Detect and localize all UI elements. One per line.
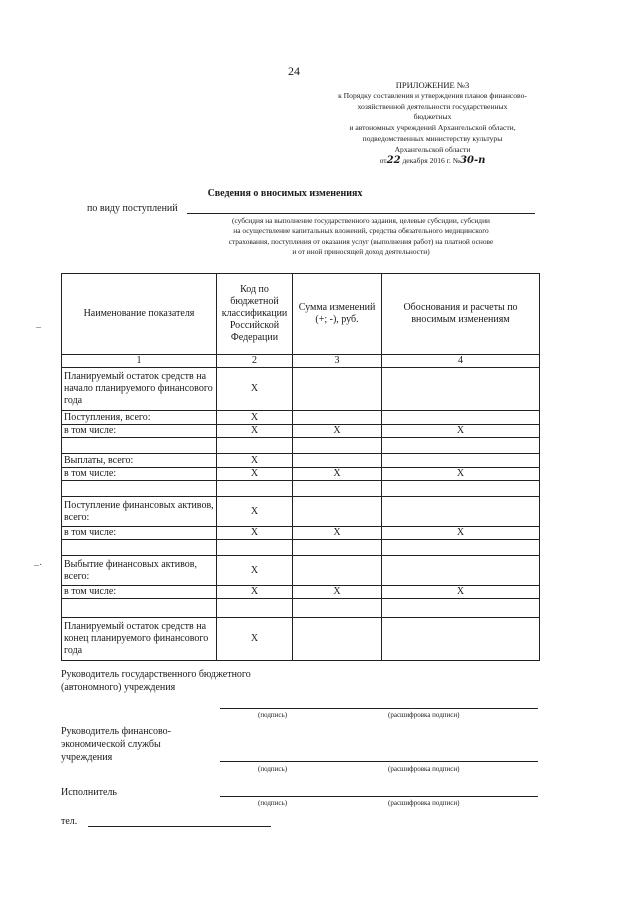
column-number: 2 (217, 355, 293, 368)
table-row (62, 411, 540, 425)
cell-justification: Х (382, 527, 540, 540)
cell-sum[interactable] (293, 481, 382, 497)
cell-justification[interactable] (382, 599, 540, 618)
document-heading: Сведения о вносимых изменениях (207, 188, 363, 199)
cell-code: Х (217, 368, 293, 411)
cell-code: Х (217, 586, 293, 599)
row-label: Выплаты, всего: (62, 454, 217, 468)
header-justification: Обоснования и расчеты по вносимым изменениям (382, 274, 540, 355)
cell-sum: Х (293, 468, 382, 481)
cell-justification[interactable] (382, 618, 540, 661)
changes-table (61, 273, 540, 661)
cell-justification[interactable] (382, 454, 540, 468)
head-signature-line[interactable] (220, 708, 538, 709)
column-number: 4 (382, 355, 540, 368)
header-code: Код по бюджетной классификации Российской Федерации (217, 274, 293, 355)
date-day-handwritten: 22 (386, 154, 401, 166)
appendix-line: к Порядку составления и утверждения планов финансово- (338, 90, 527, 100)
cell-sum: Х (293, 425, 382, 438)
table-row (62, 368, 540, 411)
cell-justification[interactable] (382, 438, 540, 454)
row-label: в том числе: (62, 586, 217, 599)
row-label: Поступления, всего: (62, 411, 217, 425)
header-indicator: Наименование показателя (62, 274, 217, 355)
table-row (62, 618, 540, 661)
head-signature-label: Руководитель государственного бюджетного (автономного) учреждения (61, 669, 251, 693)
cell-code: Х (217, 425, 293, 438)
cell-justification[interactable] (382, 556, 540, 586)
row-label: Планируемый остаток средств на конец планируемого финансового года (62, 618, 217, 661)
table-row (62, 454, 540, 468)
table-row (62, 586, 540, 599)
executor-label: Исполнитель (61, 787, 117, 798)
cell-code: Х (217, 454, 293, 468)
table-row (62, 425, 540, 438)
cell-justification[interactable] (382, 497, 540, 527)
cell-code[interactable] (217, 481, 293, 497)
appendix-block (300, 80, 565, 166)
signature-hint: (подпись) (258, 711, 288, 719)
table-row (62, 438, 540, 454)
signature-hint: (подпись) (258, 765, 288, 773)
cell-code[interactable] (217, 599, 293, 618)
date-prefix: от (379, 155, 387, 165)
header-sum: Сумма изменений (+; -), руб. (293, 274, 382, 355)
cell-code: Х (217, 411, 293, 425)
cell-code: Х (217, 556, 293, 586)
table-row (62, 599, 540, 618)
decode-hint: (расшифровка подписи) (388, 711, 460, 719)
kind-note-line: (субсидия на выполнение государственного задания, целевые субсидии, субсидии (232, 216, 490, 225)
cell-sum: Х (293, 527, 382, 540)
cell-sum[interactable] (293, 411, 382, 425)
decode-hint: (расшифровка подписи) (388, 799, 460, 807)
row-label[interactable] (62, 540, 217, 556)
cell-sum: Х (293, 586, 382, 599)
cell-justification[interactable] (382, 368, 540, 411)
cell-justification[interactable] (382, 540, 540, 556)
signature-hint: (подпись) (258, 799, 288, 807)
decode-hint: (расшифровка подписи) (388, 765, 460, 773)
cell-sum[interactable] (293, 454, 382, 468)
row-label[interactable] (62, 481, 217, 497)
appendix-line: подведомственных министерству культуры (362, 133, 503, 143)
row-label[interactable] (62, 438, 217, 454)
finance-signature-label: Руководитель финансово-экономической службы учреждения (61, 726, 171, 763)
appendix-line: и автономных учреждений Архангельской области, (349, 123, 516, 133)
date-rest: декабря 2016 г. № (402, 155, 461, 165)
row-label: Планируемый остаток средств на начало планируемого финансового года (62, 368, 217, 411)
cell-sum[interactable] (293, 497, 382, 527)
kind-label: по виду поступлений (87, 203, 178, 214)
table-row (62, 468, 540, 481)
row-label[interactable] (62, 599, 217, 618)
table-row (62, 481, 540, 497)
kind-note-line: на осуществление капитальных вложений, средства обязательного медицинского (233, 226, 489, 236)
column-number: 3 (293, 355, 382, 368)
cell-code: Х (217, 527, 293, 540)
cell-code[interactable] (217, 438, 293, 454)
row-label: в том числе: (62, 527, 217, 540)
cell-code: Х (217, 618, 293, 661)
table-column-numbers-row (62, 355, 540, 368)
phone-label: тел. (61, 816, 78, 827)
kind-fill-line[interactable] (187, 213, 535, 214)
margin-arrow-mark: –· (34, 560, 43, 571)
cell-sum[interactable] (293, 540, 382, 556)
cell-sum[interactable] (293, 618, 382, 661)
cell-code: Х (217, 497, 293, 527)
kind-note-line: и от иной приносящей доход деятельности) (292, 247, 430, 257)
appendix-date-line (300, 156, 565, 167)
column-number: 1 (62, 355, 217, 368)
table-row (62, 556, 540, 586)
table-row (62, 497, 540, 527)
row-label: Выбытие финансовых активов, всего: (62, 556, 217, 586)
cell-sum[interactable] (293, 368, 382, 411)
cell-justification[interactable] (382, 481, 540, 497)
cell-justification[interactable] (382, 411, 540, 425)
row-label: в том числе: (62, 425, 217, 438)
cell-sum[interactable] (293, 556, 382, 586)
table-row (62, 540, 540, 556)
appendix-line: хозяйственной деятельности государственных (357, 101, 508, 111)
table-row (62, 527, 540, 540)
cell-code: Х (217, 468, 293, 481)
row-label: в том числе: (62, 468, 217, 481)
kind-note-line: страхования, поступления от оказания услуг (выполнения работ) на платной основе (228, 236, 494, 246)
table-header-row (62, 274, 540, 355)
cell-justification: Х (382, 586, 540, 599)
cell-justification: Х (382, 425, 540, 438)
cell-justification: Х (382, 468, 540, 481)
margin-dash-mark: – (36, 322, 41, 333)
cell-sum[interactable] (293, 438, 382, 454)
appendix-line: бюджетных (413, 112, 452, 122)
executor-signature-line[interactable] (220, 796, 538, 797)
order-number-handwritten: 30-п (460, 154, 486, 166)
row-label: Поступление финансовых активов, всего: (62, 497, 217, 527)
appendix-title: ПРИЛОЖЕНИЕ №3 (395, 80, 470, 90)
cell-sum[interactable] (293, 599, 382, 618)
appendix-line: Архангельской области (394, 144, 471, 154)
finance-signature-line[interactable] (220, 761, 538, 762)
page-number: 24 (288, 64, 300, 78)
phone-line[interactable] (88, 826, 271, 827)
kind-note (187, 216, 535, 258)
cell-code[interactable] (217, 540, 293, 556)
